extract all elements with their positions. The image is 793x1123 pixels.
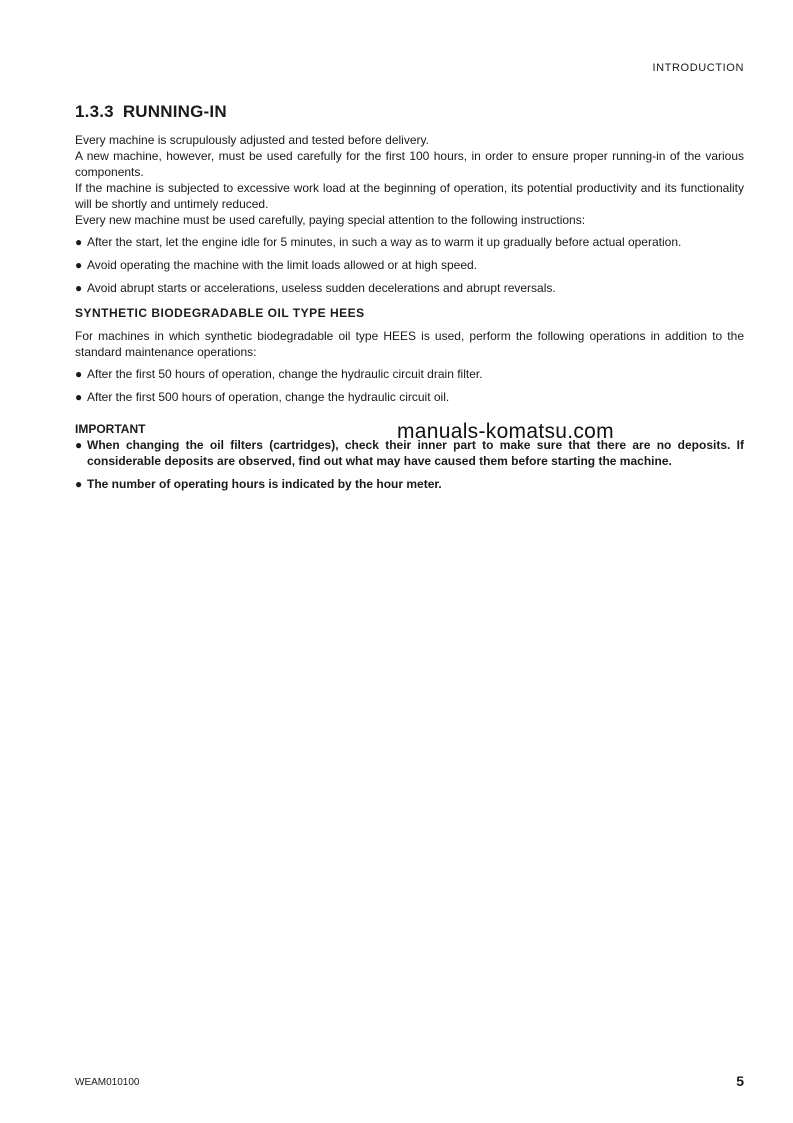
list-item: ● The number of operating hours is indicated by the hour meter. — [75, 477, 442, 491]
important-title: IMPORTANT — [75, 422, 146, 436]
intro-paragraph-3: If the machine is subjected to excessive work load at the beginning of operation, its potential productivity and its functionality will be shortly and untimely reduced. — [75, 181, 744, 211]
section-number: 1.3.3 — [75, 102, 114, 121]
list-item: ● When changing the oil filters (cartridges), check their inner part to make sure that there are no deposits. If considerable deposits are observed, find out what may have caused them before starting the machine. — [75, 438, 744, 468]
list-item: ● Avoid abrupt starts or accelerations, useless sudden decelerations and abrupt reversals. — [75, 281, 556, 295]
hees-instructions — [75, 366, 744, 405]
watermark: manuals-komatsu.com — [397, 420, 614, 443]
list-item: ● After the first 500 hours of operation, change the hydraulic circuit oil. — [75, 390, 450, 404]
intro-paragraph-1: Every machine is scrupulously adjusted and tested before delivery. — [75, 133, 429, 147]
bullet-icon: ● — [75, 367, 83, 381]
running-in-instructions — [75, 234, 744, 296]
section-title: RUNNING-IN — [122, 102, 227, 121]
hees-heading: SYNTHETIC BIODEGRADABLE OIL TYPE HEES — [75, 306, 365, 320]
bullet-icon: ● — [75, 281, 83, 295]
section-heading — [75, 102, 744, 122]
page-number: 5 — [736, 1073, 744, 1089]
list-item: ● Avoid operating the machine with the limit loads allowed or at high speed. — [75, 258, 478, 272]
bullet-icon: ● — [75, 438, 83, 452]
intro-paragraph-2: A new machine, however, must be used carefully for the first 100 hours, in order to ensure proper running-in of the various components. — [75, 149, 744, 179]
important-notes — [75, 437, 744, 492]
hees-intro: For machines in which synthetic biodegradable oil type HEES is used, perform the following operations in addition to the standard maintenance operations: — [75, 329, 744, 359]
list-item: ● After the start, let the engine idle for 5 minutes, in such a way as to warm it up gradually before actual operation. — [75, 235, 682, 249]
list-item: ● After the first 50 hours of operation, change the hydraulic circuit drain filter. — [75, 367, 483, 381]
bullet-icon: ● — [75, 477, 83, 491]
intro-paragraph-4: Every new machine must be used carefully, paying special attention to the following instructions: — [75, 213, 586, 227]
bullet-icon: ● — [75, 235, 83, 249]
bullet-icon: ● — [75, 258, 83, 272]
bullet-icon: ● — [75, 390, 83, 404]
document-code: WEAM010100 — [75, 1077, 140, 1088]
running-header: INTRODUCTION — [652, 62, 744, 74]
